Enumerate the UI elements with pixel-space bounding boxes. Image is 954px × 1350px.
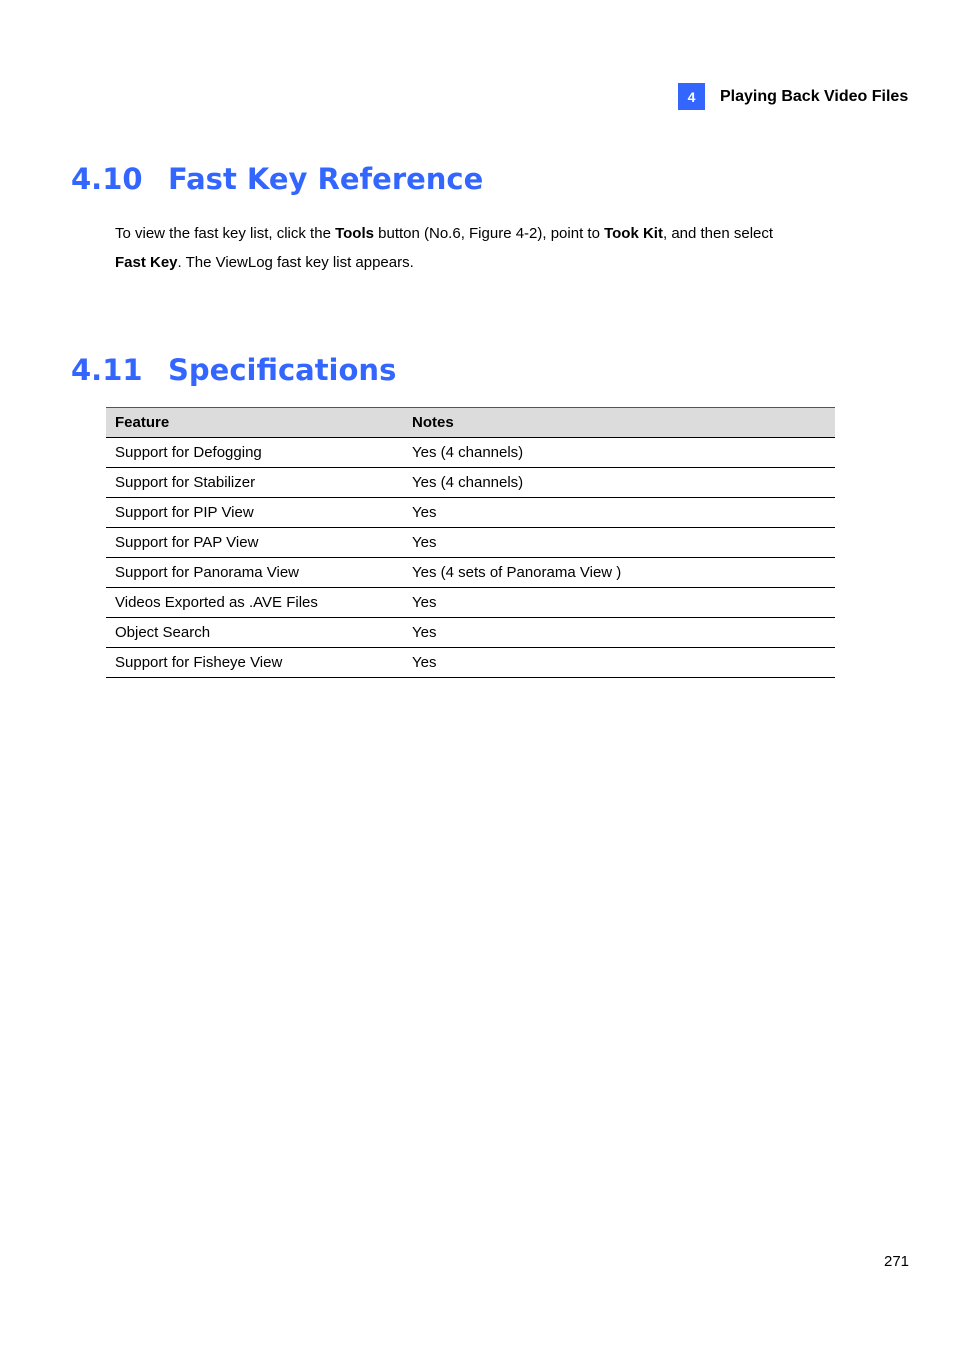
tools-term: Tools xyxy=(335,225,374,242)
notes-cell: Yes (4 channels) xyxy=(403,438,835,468)
table-row xyxy=(106,618,835,648)
chapter-header xyxy=(678,83,908,110)
feature-cell: Support for Stabilizer xyxy=(106,468,403,498)
section-number: 4.10 xyxy=(71,162,143,196)
feature-cell: Support for Defogging xyxy=(106,438,403,468)
section-title: Fast Key Reference xyxy=(168,162,484,196)
fast-key-term: Fast Key xyxy=(115,254,178,271)
section-heading-specifications xyxy=(71,353,396,387)
table-row xyxy=(106,558,835,588)
chapter-number-badge: 4 xyxy=(678,83,705,110)
notes-cell: Yes xyxy=(403,498,835,528)
table-row xyxy=(106,528,835,558)
notes-cell: Yes xyxy=(403,588,835,618)
fast-key-paragraph xyxy=(115,219,845,277)
paragraph-text: button (No.6, Figure 4-2), point to xyxy=(373,225,605,242)
feature-cell: Support for Panorama View xyxy=(106,558,403,588)
notes-cell: Yes xyxy=(403,528,835,558)
table-header-row xyxy=(106,408,835,438)
table-row xyxy=(106,588,835,618)
paragraph-text: . The ViewLog fast key list appears. xyxy=(177,254,414,271)
feature-cell: Support for PAP View xyxy=(106,528,403,558)
feature-cell: Object Search xyxy=(106,618,403,648)
section-heading-fast-key-reference xyxy=(71,162,483,196)
column-header-feature: Feature xyxy=(106,408,403,438)
paragraph-text: To view the fast key list, click the xyxy=(115,225,336,242)
paragraph-text: , and then select xyxy=(662,225,774,242)
section-title: Specifications xyxy=(168,353,397,387)
table-row xyxy=(106,498,835,528)
table-row xyxy=(106,438,835,468)
notes-cell: Yes xyxy=(403,618,835,648)
feature-cell: Support for PIP View xyxy=(106,498,403,528)
notes-cell: Yes (4 sets of Panorama View ) xyxy=(403,558,835,588)
chapter-title: Playing Back Video Files xyxy=(720,87,909,105)
section-number: 4.11 xyxy=(71,353,143,387)
feature-cell: Support for Fisheye View xyxy=(106,648,403,678)
column-header-notes: Notes xyxy=(403,408,835,438)
notes-cell: Yes (4 channels) xyxy=(403,468,835,498)
table-row xyxy=(106,468,835,498)
notes-cell: Yes xyxy=(403,648,835,678)
took-kit-term: Took Kit xyxy=(604,225,663,242)
table-row xyxy=(106,648,835,678)
feature-cell: Videos Exported as .AVE Files xyxy=(106,588,403,618)
page-number: 271 xyxy=(884,1253,910,1270)
specifications-table xyxy=(106,407,835,678)
